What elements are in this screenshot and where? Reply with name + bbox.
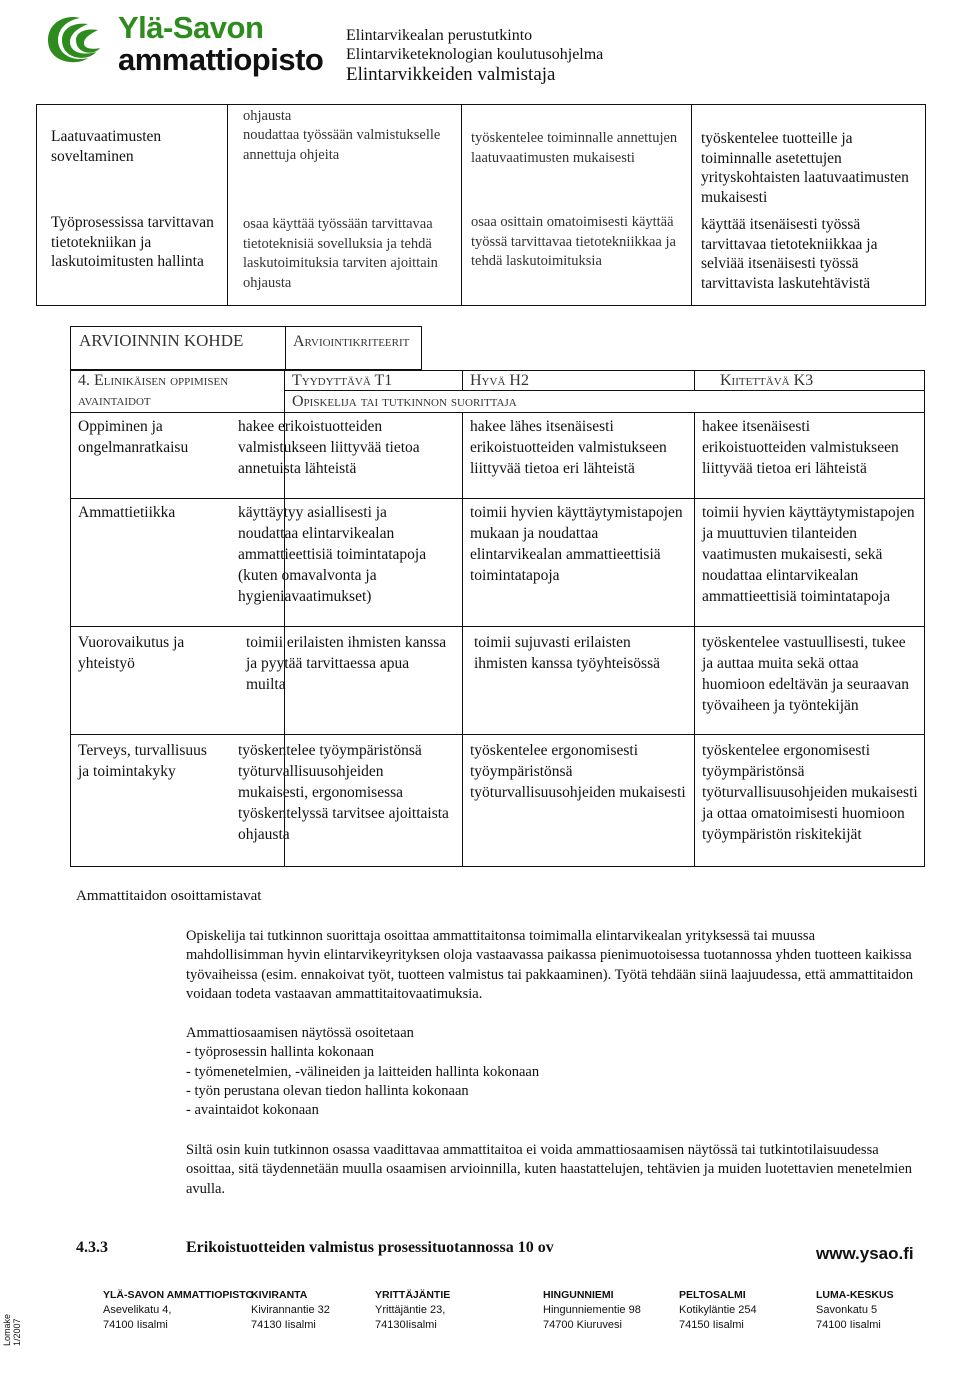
footer-campus-street: Hingunniementie 98 [543, 1304, 641, 1316]
skill-row-2-label: Ammattietiikka [78, 504, 176, 521]
skill-row-2-t1: käyttäytyy asiallisesti ja noudattaa elintarvikealan ammattieettisiä toimintatapoja (kuten omavalvonta ja hygieniavaatimukset) [238, 504, 427, 605]
demonstration-paragraph-2: Siltä osin kuin tutkinnon osassa vaadittavaa ammattitaitoa ei voida ammattiosaamisen näytössä tai tutkintotilaisuudessa osoittaa, sitä täydennetään muulla osaamisen arvioinnilla, kuten haastattelujen, tehtävien ja muiden luotettavien menetelmien avulla. [186, 1142, 912, 1197]
header-line-1: Elintarvikealan perustutkinto [346, 27, 533, 44]
footer-campus-street: Kivirannantie 32 [251, 1304, 330, 1316]
demonstration-list-intro: Ammattiosaamisen näytössä osoitetaan [186, 1025, 414, 1041]
logo-line-2: ammattiopisto [118, 42, 324, 77]
top-row-1-k3: työskentelee tuotteille ja toiminnalle asetettujen yrityskohtaisten laatuvaatimusten mukaisesti [701, 130, 909, 206]
website-link[interactable]: www.ysao.fi [816, 1244, 914, 1263]
section-number: 4.3.3 [76, 1239, 108, 1256]
footer-campus-title: LUMA-KESKUS [816, 1289, 894, 1301]
header-line-2: Elintarviketeknologian koulutusohjelma [346, 46, 604, 63]
footer-campus-city: 74700 Kiuruvesi [543, 1319, 622, 1331]
subject-header: Opiskelija tai tutkinnon suorittaja [292, 393, 517, 410]
top-row-1-label: Laatuvaatimusten soveltaminen [51, 128, 162, 165]
skill-row-3-t1: toimii erilaisten ihmisten kanssa ja pyytää tarvittaessa apua muilta [246, 634, 447, 693]
skill-row-1-h2: hakee lähes itsenäisesti erikoistuotteiden valmistukseen liittyvää tietoa eri lähteistä [470, 418, 667, 477]
demonstration-list [186, 1024, 916, 1120]
header-titles [346, 26, 603, 86]
demonstration-list-item: - työmenetelmien, -välineiden ja laitteiden hallinta kokonaan [186, 1063, 540, 1080]
top-row-1-h2: työskentelee toiminnalle annettujen laatuvaatimusten mukaisesti [471, 130, 678, 166]
key-skills-table [70, 370, 924, 866]
footer-campus-city: 74130Iisalmi [375, 1319, 437, 1331]
footer-campus-street: Asevelikatu 4, [103, 1304, 172, 1316]
grade-h2-header: Hyvä H2 [470, 372, 529, 389]
logo-line-1: Ylä-Savon [118, 10, 264, 45]
footer-campus-5 [679, 1288, 757, 1333]
grade-k3-header: Kiitettävä K3 [720, 372, 814, 389]
footer-campus-street: Yrittäjäntie 23, [375, 1304, 446, 1316]
footer-campus-street: Savonkatu 5 [816, 1304, 878, 1316]
assessment-criteria-label: Arviointikriteerit [293, 333, 410, 350]
header-line-3: Elintarvikkeiden valmistaja [346, 64, 556, 85]
footer-campus-title: YLÄ-SAVON AMMATTIOPISTO [103, 1289, 254, 1301]
skill-row-4-h2: työskentelee ergonomisesti työympäristönsä työturvallisuusohjeiden mukaisesti [470, 742, 686, 801]
top-row-1-t1: noudattaa työssään valmistukselle annettuja ohjeita [243, 127, 441, 163]
top-row-2-label: Työprosessissa tarvittavan tietotekniikan ja laskutoimitusten hallinta [51, 214, 214, 270]
skill-row-3-label: Vuorovaikutus ja yhteistyö [78, 634, 185, 672]
section-title-next: Erikoistuotteiden valmistus prosessituotannossa 10 ov [186, 1239, 554, 1256]
skill-row-4-label: Terveys, turvallisuus ja toimintakyky [78, 742, 207, 780]
demonstration-heading: Ammattitaidon osoittamistavat [76, 888, 262, 904]
demonstration-list-item: - työn perustana olevan tiedon hallinta kokonaan [186, 1082, 469, 1099]
section-title: 4. Elinikäisen oppimisen avaintaidot [78, 372, 229, 409]
assessment-target-label: ARVIOINNIN KOHDE [79, 331, 244, 350]
footer-campus-4 [543, 1288, 641, 1333]
footer-campus-city: 74130 Iisalmi [251, 1319, 316, 1331]
footer-campus-street: Kotikyläntie 254 [679, 1304, 757, 1316]
footer-campus-title: HINGUNNIEMI [543, 1289, 614, 1301]
demonstration-list-item: - avaintaidot kokonaan [186, 1102, 319, 1119]
footer-campus-city: 74150 Iisalmi [679, 1319, 744, 1331]
footer-campus-3 [375, 1288, 450, 1333]
demonstration-list-item: - työprosessin hallinta kokonaan [186, 1044, 375, 1061]
top-row-1-t1-prefix: ohjausta [243, 108, 292, 124]
footer-campus-2 [251, 1288, 330, 1333]
skill-row-3-k3: työskentelee vastuullisesti, tukee ja auttaa muita sekä ottaa huomioon edeltävän ja seuraavan työvaiheen ja työntekijän [702, 634, 910, 714]
skill-row-1-t1: hakee erikoistuotteiden valmistukseen liittyvää tietoa annetuista lähteistä [238, 418, 420, 477]
skill-row-2-h2: toimii hyvien käyttäytymistapojen mukaan ja noudattaa elintarvikealan ammattieettisiä toimintatapoja [470, 504, 683, 584]
skill-row-4-t1: työskentelee työympäristönsä työturvallisuusohjeiden mukaisesti, ergonomisessa työskentelyssä tarvitsee ajoittaista ohjausta [238, 742, 449, 843]
top-row-2-t1: osaa käyttää työssään tarvittavaa tietoteknisiä sovelluksia ja tehdä laskutoimituksia tarviten ajoittain ohjausta [243, 216, 438, 291]
footer-campus-1 [103, 1288, 254, 1333]
skill-row-1-label: Oppiminen ja ongelmanratkaisu [78, 418, 189, 456]
footer-campus-title: YRITTÄJÄNTIE [375, 1289, 451, 1301]
footer-campus-city: 74100 Iisalmi [103, 1319, 168, 1331]
footer-campus-city: 74100 Iisalmi [816, 1319, 881, 1331]
skill-row-1-k3: hakee itsenäisesti erikoistuotteiden valmistukseen liittyvää tietoa eri lähteistä [702, 418, 899, 477]
logo-wordmark [118, 12, 323, 76]
form-label: Lomake 1/2007 [2, 1313, 22, 1346]
footer-campus-title: PELTOSALMI [679, 1289, 746, 1301]
footer-campus-title: KIVIRANTA [251, 1289, 308, 1301]
grade-t1-header: Tyydyttävä T1 [292, 372, 393, 389]
top-row-2-k3: käyttää itsenäisesti työssä tarvittavaa tietotekniikkaa ja selviää itsenäisesti työssä tarvittavista laskutehtävistä [701, 216, 878, 292]
top-row-2-h2: osaa osittain omatoimisesti käyttää työssä tarvittavaa tietotekniikkaa ja tehdä laskutoimituksia [471, 214, 676, 269]
logo-icon [38, 10, 108, 68]
skill-row-4-k3: työskentelee ergonomisesti työympäristönsä työturvallisuusohjeiden mukaisesti ja ottaa omatoimisesti huomioon työympäristön riskitekijät [702, 742, 918, 843]
skill-row-3-h2: toimii sujuvasti erilaisten ihmisten kanssa työyhteisössä [474, 634, 660, 672]
demonstration-paragraph-1: Opiskelija tai tutkinnon suorittaja osoittaa ammattitaitonsa toimimalla elintarvikealan yrityksessä tai muussa mahdollisimman hyvin elintarvikeyrityksen oloja vastaavassa paikassa pienimuotoisessa tuotannossa yhden tuotteen kaikissa työvaiheissa (esim. ennakoivat työt, tuotteen valmistus tai pakkaaminen). Työtä tehdään siinä laajuudessa, että ammattitaidon voidaan todeta vastaavan ammattitaitovaatimuksia. [186, 928, 914, 1002]
assessment-header-box [70, 326, 422, 370]
top-criteria-table [36, 104, 926, 306]
footer-campus-6 [816, 1288, 894, 1333]
skill-row-2-k3: toimii hyvien käyttäytymistapojen ja muuttuvien tilanteiden vaatimusten mukaisesti, sekä noudattaa elintarvikealan ammattieettisiä toimintatapoja [702, 504, 915, 605]
